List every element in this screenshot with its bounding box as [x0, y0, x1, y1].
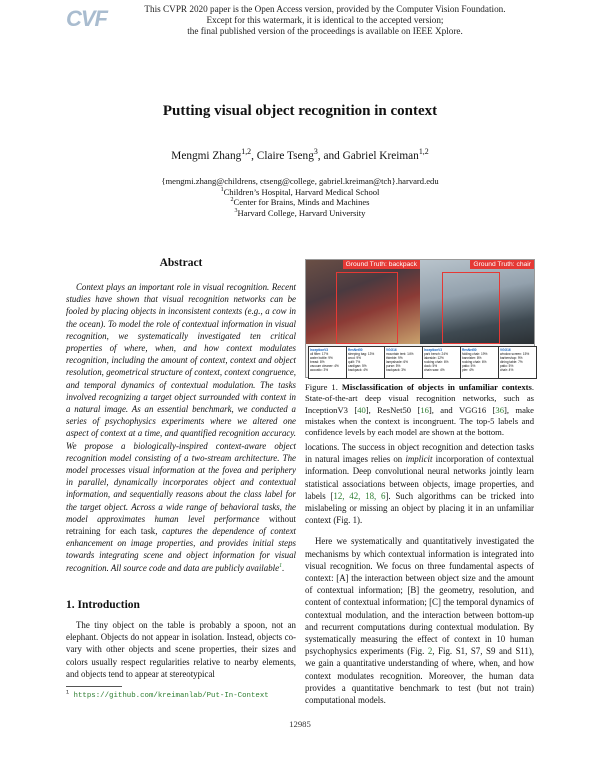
score-box: VGG16 mountain tent: 14% thimble: 9% lampshade: 6% purse: 5% backpack: 3%: [384, 346, 423, 379]
affiliation-1: $^1$Children’s Hospital, Harvard Medical School: [220, 186, 380, 197]
score-box: VGG16 window screen: 15% barbershop: 9% dining table: 7% patio: 5% chair: 4%: [498, 346, 537, 379]
banner-line-1: This CVPR 2020 paper is the Open Access version, provided by the Computer Vision Foundation.: [144, 4, 506, 14]
citation-link[interactable]: 40: [357, 404, 366, 415]
gt-label-backpack: Ground Truth: backpack: [343, 260, 420, 269]
backpack-photo: [306, 260, 420, 344]
footnote: $^1$ https://github.com/kreimanlab/Put-In-Context: [66, 689, 269, 700]
gt-label-chair: Ground Truth: chair: [470, 260, 534, 269]
figure-link[interactable]: 2: [427, 646, 433, 657]
author-2-aff: 3: [313, 147, 318, 157]
chair-photo: [420, 260, 534, 344]
author-1-aff: 1,2: [241, 147, 252, 157]
affiliation-3: $^3$Harvard College, Harvard University: [234, 208, 366, 219]
abstract-text: Context plays an important role in visual recognition. Recent studies have shown that visual recognition networks can be fooled by placing objects in inconsistent contexts (e.g., a cow in the ocean). To model the role of contextual information in visual recognition, we systematically investigated ten critical properties of where, when, and how context modulates recognition, including the amount of context, context and object resolution, geometrical structure of context, context congruence, and temporal dynamics of contextual modulation. The tasks involved recognizing a target object surrounded with context in a natural image. As an essential benchmark, we conducted a series of psychophysics experiments where we altered one aspect of context at a time, and quantified recognition accuracy. We propose a biologically-inspired context-aware object recognition model consisting of a two-stream architecture. The model processes visual information at the fovea and periphery in parallel, dynamically incorporates object and contextual information, and sequentially reasons about the class label for the target object. Across a wide range of behavioral tasks, the model approximates human level performance without retraining for each task, captures the dependence of context enhancement on image properties, and provides initial steps towards integrating scene and object information for visual recognition. All source code and data are publicly available$^1$.: [66, 282, 296, 573]
author-3-aff: 1,2: [418, 147, 429, 157]
citation-link[interactable]: 16: [420, 404, 429, 415]
right-column-text: [305, 441, 534, 706]
affiliation-block: [0, 176, 600, 219]
author-2: Claire Tseng: [256, 150, 314, 162]
cvf-logo: CVF: [66, 6, 107, 31]
chair-bbox: [442, 272, 500, 344]
citation-link[interactable]: 12, 42, 18, 6: [333, 490, 386, 501]
footnote-link[interactable]: https://github.com/kreimanlab/Put-In-Context: [73, 692, 269, 700]
score-strip: [306, 346, 534, 377]
page-number: 12985: [289, 719, 311, 729]
author-3: Gabriel Kreiman: [342, 150, 419, 162]
footnote-divider: [66, 686, 122, 687]
banner-line-2: Except for this watermark, it is identical to the accepted version;: [206, 15, 444, 25]
banner-line-3: the final published version of the proceedings is available on IEEE Xplore.: [187, 26, 463, 36]
footnote-ref[interactable]: 1: [279, 561, 283, 569]
score-box: ResNet50 folding chair: 19% bannister: 8% rocking chair: 6% patio: 5% pier: 4%: [460, 346, 499, 379]
score-box: ResNet50 sleeping bag: 13% wool: 9% quilt: 7% cardigan: 5% backpack: 4%: [346, 346, 385, 379]
abstract-heading: Abstract: [159, 257, 203, 269]
open-access-banner: [120, 4, 530, 37]
figure-1: [305, 259, 535, 378]
affiliation-2: $^2$Center for Brains, Minds and Machines: [230, 197, 370, 208]
backpack-bbox: [336, 272, 398, 344]
author-list: [0, 147, 600, 162]
figure-1-caption: Figure 1. Misclassification of objects in unfamiliar contexts. State-of-the-art deep visual recognition networks, such as InceptionV3 [40], ResNet50 [16], and VGG16 [36], make mistakes when the context is incongruent. The top-5 labels and confidence levels by each model are shown at the bottom.: [305, 382, 535, 438]
intro-heading: 1. Introduction: [66, 599, 140, 611]
score-box: InceptionV3 oil filter: 17% water bottle: 9% bread: 8% vacuum cleaner: 4% acoustic: 3%: [308, 346, 347, 379]
email-line: {mengmi.zhang@childrens, ctseng@college, gabriel.kreiman@tch}.harvard.edu: [161, 176, 439, 186]
paragraph-1: locations. The success in object recognition and detection tasks in natural images relies on implicit incorporation of contextual information. Deep convolutional neural networks jointly learn statistical associations between objects, image properties, and labels [12, 42, 18, 6]. Such algorithms can be tricked into mislabeling or missing an object by placing it in an unfamiliar context (Fig. 1).: [305, 442, 534, 526]
author-sep-1: ,: [251, 150, 257, 162]
score-box: InceptionV3 park bench: 24% lakeside: 12% rocking chair: 6% dock: 5% chain saw: 4%: [422, 346, 461, 379]
intro-paragraph: The tiny object on the table is probably a spoon, not an elephant. Objects do not appear in isolation. Instead, objects co-vary with other objects and scene properties, their sizes and colors usually respect regularities relative to nearby elements, and objects tend to appear at stereotypical: [66, 620, 296, 679]
paper-title: Putting visual object recognition in context: [162, 103, 438, 119]
citation-link[interactable]: 36: [495, 404, 504, 415]
paragraph-2: Here we systematically and quantitatively investigated the mechanisms by which contextual information is integrated into visual recognition. We focus on three fundamental aspects of context: [A] the interaction between object size and the amount of contextual information; [B] the geometry, resolution, and content of contextual information; [C] the temporal dynamics of contextual modulation, and the interaction between bottom-up and recurrent computations during contextual modulation. By systematically measuring the effect of context in 10 human psychophysics experiments (Fig. 2, Fig. S1, S7, S9 and S11), we gain a quantitative understanding of where, when, and how context modulates recognition. Moreover, the human data provides a quantitative benchmark to test (but not train) computational models.: [305, 536, 534, 706]
author-1: Mengmi Zhang: [171, 150, 242, 162]
author-sep-2: , and: [317, 150, 343, 162]
